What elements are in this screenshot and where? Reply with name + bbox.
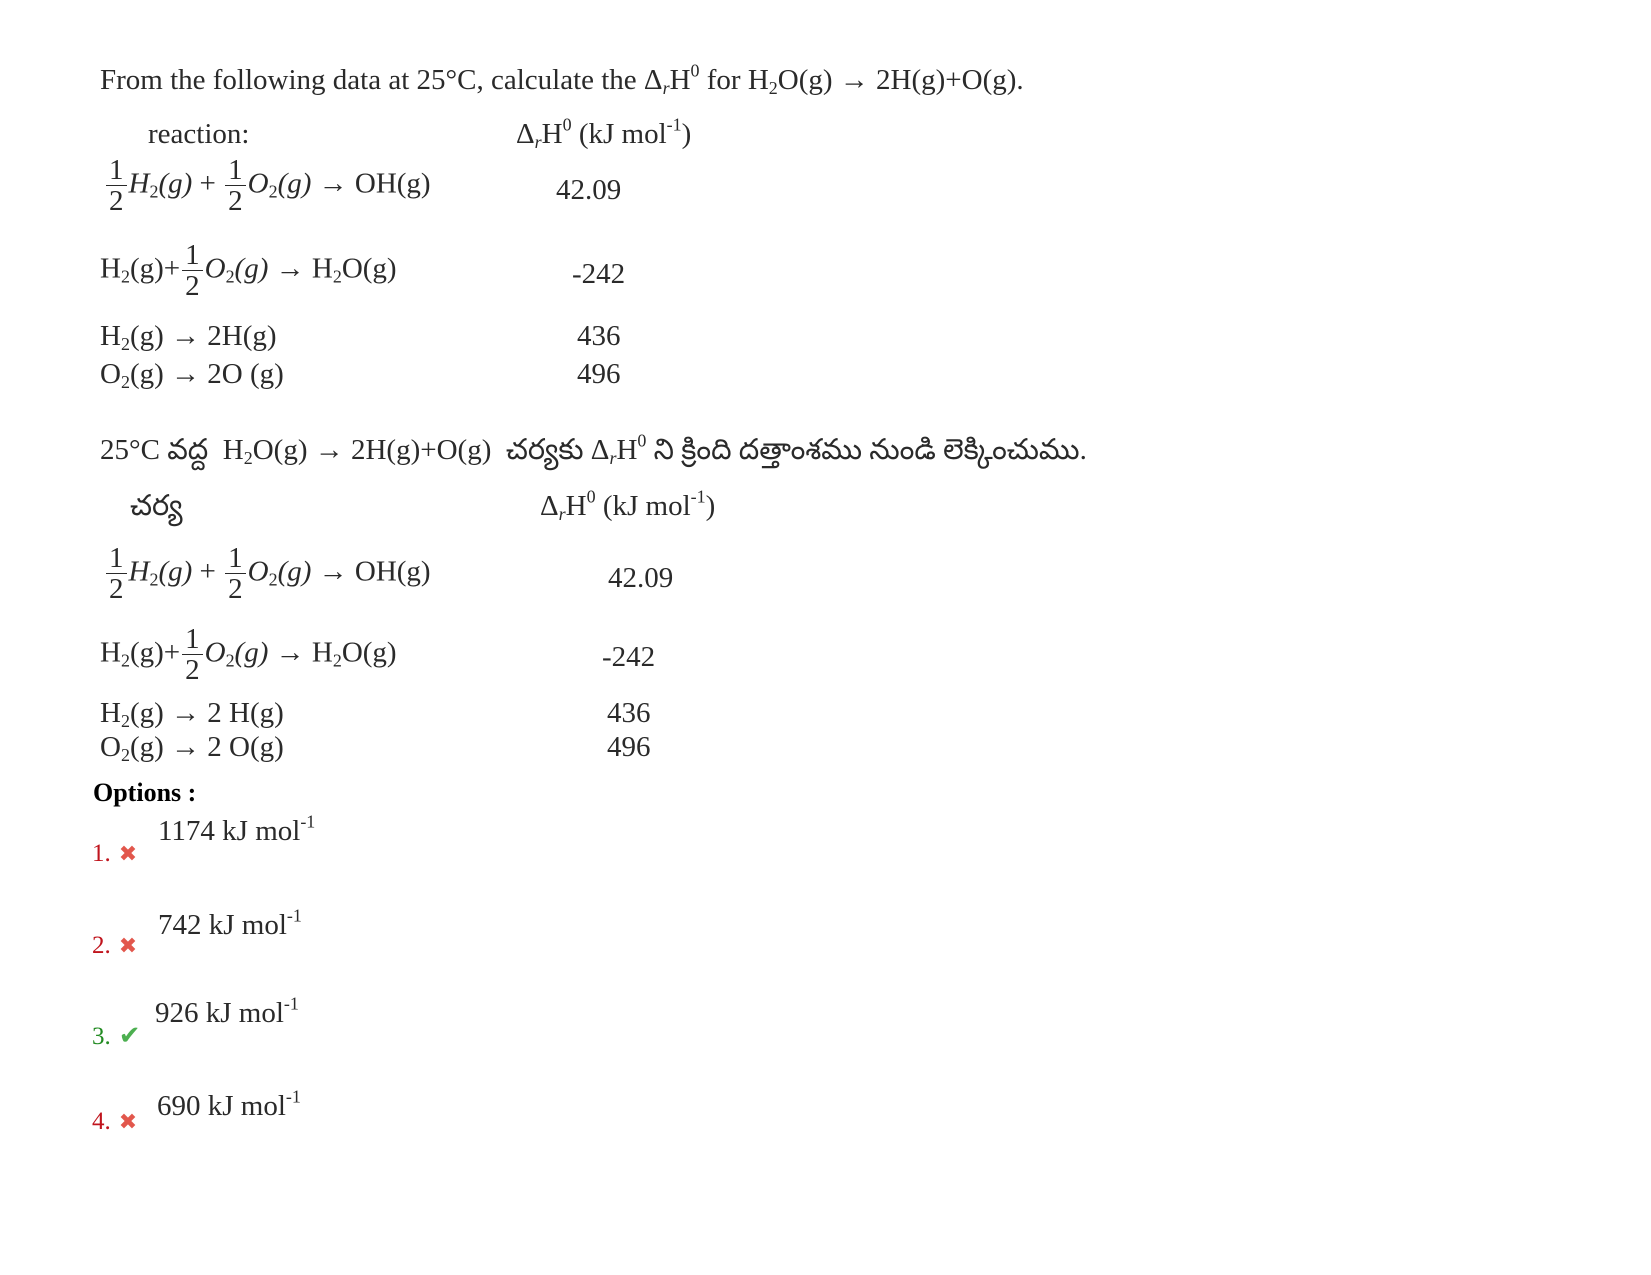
reaction-row-te-4: $O_2(g) \to 2$ O(g) <box>100 731 284 766</box>
reaction-row-te-1: $\frac{1}{2}$ $H_2(g)$ + $\frac{1}{2}$ $O_2(g) \to OH(g)$ <box>104 543 431 605</box>
reaction-row-3: $H_2(g) \to 2H(g)$ <box>100 320 277 355</box>
enthalpy-value-4: 496 <box>577 358 621 390</box>
option-4-marker <box>92 1108 137 1136</box>
question-telugu: 25°C వద్ద $H_2O(g) \to 2H(g)+O(g)$ చర్యకు $\Delta_rH^0$ ని క్రింది దత్తాంశము నుండి లెక్కించుము. <box>100 430 1087 469</box>
check-icon: ✔ <box>118 1021 141 1050</box>
cross-icon: ✖ <box>118 841 138 866</box>
option-3-text[interactable]: 926 kJ mol$^{-1}$ <box>155 993 299 1029</box>
option-2-number: 2. <box>92 932 111 959</box>
column-header-enthalpy: $\Delta_rH^0$ (kJ mol$^{-1}$) <box>516 114 692 153</box>
column-header-reaction: reaction: <box>148 118 250 150</box>
option-3-marker <box>92 1021 141 1051</box>
option-1-text[interactable]: 1174 kJ mol$^{-1}$ <box>158 811 316 847</box>
question-english: From the following data at 25°C, calculate the $\Delta_rH^0$ for $H_2O(g) \to 2H(g)+O(g)$. <box>100 60 1024 99</box>
options-label: Options : <box>93 778 197 807</box>
reaction-row-2: $H_2(g)+$ $\frac{1}{2}$ $O_2(g) \to H_2O(g)$ <box>100 239 397 303</box>
reaction-row-4: $O_2(g) \to 2O$ (g) <box>100 358 284 393</box>
enthalpy-value-te-4: 496 <box>607 731 651 763</box>
option-2-marker <box>92 932 137 960</box>
cross-icon: ✖ <box>118 933 138 958</box>
cross-icon: ✖ <box>118 1109 138 1134</box>
column-header-reaction-telugu: చర్య <box>130 490 183 522</box>
enthalpy-value-1: 42.09 <box>556 174 622 206</box>
reaction-row-1: $\frac{1}{2}$ $H_2(g)$ + $\frac{1}{2}$ $O_2(g) \to OH(g)$ <box>104 155 431 217</box>
enthalpy-value-3: 436 <box>577 320 621 352</box>
enthalpy-value-te-1: 42.09 <box>608 562 674 594</box>
option-2-text[interactable]: 742 kJ mol$^{-1}$ <box>158 905 302 941</box>
enthalpy-value-te-3: 436 <box>607 697 651 729</box>
reaction-row-te-3: $H_2(g) \to 2$ H(g) <box>100 697 284 732</box>
reaction-row-te-2: $H_2(g)+$ $\frac{1}{2}$ $O_2(g) \to H_2O(g)$ <box>100 623 397 687</box>
option-3-number: 3. <box>92 1023 111 1050</box>
option-1-marker <box>92 840 137 868</box>
option-4-text[interactable]: 690 kJ mol$^{-1}$ <box>157 1086 301 1122</box>
option-1-number: 1. <box>92 840 111 867</box>
column-header-enthalpy-telugu: $\Delta_rH^0$ (kJ mol$^{-1}$) <box>540 486 716 525</box>
option-4-number: 4. <box>92 1108 111 1135</box>
enthalpy-value-2: -242 <box>572 258 626 290</box>
enthalpy-value-te-2: -242 <box>602 641 656 673</box>
